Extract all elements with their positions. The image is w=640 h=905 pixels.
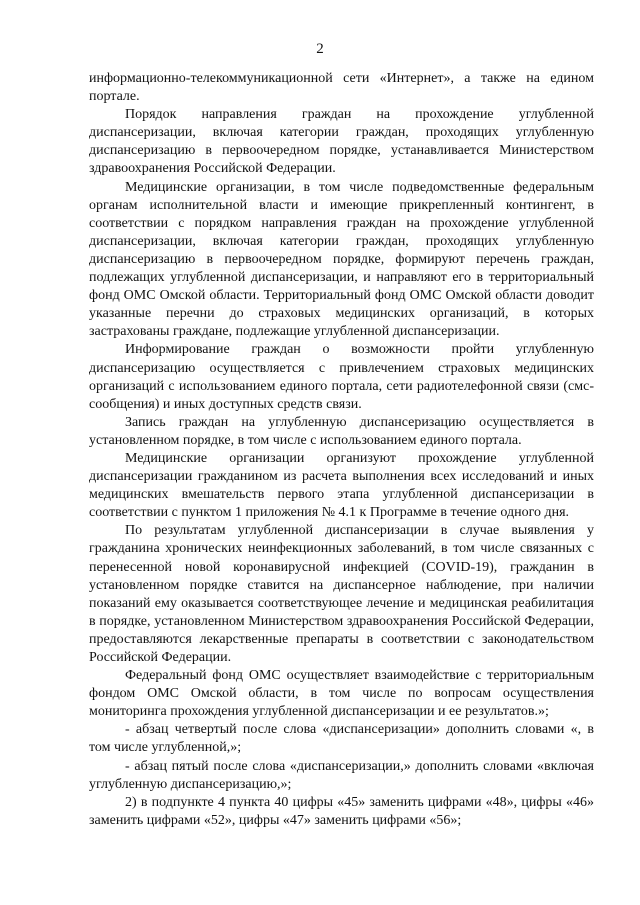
paragraph-federal-fund-interaction: Федеральный фонд ОМС осуществляет взаимодействие с территориальным фондом ОМС Омской области, в том числе по вопросам осуществления мониторинга прохождения углубленной диспансеризации и ее результатов.»; [89, 668, 594, 720]
amendment-item-fifth-paragraph: - абзац пятый после слова «диспансеризации,» дополнить словами «включая углубленную диспансеризацию,»; [89, 758, 594, 792]
paragraph-referral-procedure: Порядок направления граждан на прохождение углубленной диспансеризации, включая категории граждан, проходящих углубленную диспансеризацию в первоочередном порядке, устанавливается Министерством здравоохранения Российской Федерации. [89, 107, 594, 177]
amendment-item-subpoint-4: 2) в подпункте 4 пункта 40 цифры «45» заменить цифрами «48», цифры «46» заменить цифрами «52», цифры «47» заменить цифрами «56»; [89, 794, 594, 828]
paragraph-informing-citizens: Информирование граждан о возможности пройти углубленную диспансеризацию осуществляется с привлечением страховых медицинских организаций с использованием единого портала, сети радиотелефонной связи (смс-сообщения) и иных доступных средств связи. [89, 342, 594, 412]
document-body [89, 70, 594, 830]
paragraph-one-day-examination: Медицинские организации организуют прохождение углубленной диспансеризации гражданином из расчета выполнения всех исследований и иных медицинских вмешательств первого этапа углубленной диспансеризации в соответствии с пунктом 1 приложения № 4.1 к Программе в течение одного дня. [89, 450, 594, 521]
page-number: 2 [316, 41, 324, 57]
amendment-item-fourth-paragraph: - абзац четвертый после слова «диспансеризации» дополнить словами «, в том числе углубленной,»; [89, 722, 594, 756]
paragraph-medical-organizations-lists: Медицинские организации, в том числе подведомственные федеральным органам исполнительной власти и имеющие прикрепленный контингент, в соответствии с порядком направления граждан на прохождение углубленной диспансеризации, включая категории граждан, проходящих углубленную диспансеризацию в первоочередном порядке, формируют перечень граждан, подлежащих углубленной диспансеризации, и направляют его в территориальный фонд ОМС Омской области. Территориальный фонд ОМС Омской области доводит указанные перечни до страховых медицинских организаций, в которых застрахованы граждане, подлежащие углубленной диспансеризации. [89, 179, 594, 340]
paragraph-results-followup: По результатам углубленной диспансеризации в случае выявления у гражданина хронических неинфекционных заболеваний, в том числе связанных с перенесенной новой коронавирусной инфекцией (COVID-19), гражданин в установленном порядке ставится на диспансерное наблюдение, при наличии показаний ему оказывается соответствующее лечение и медицинская реабилитация в порядке, установленном Министерством здравоохранения Российской Федерации, предоставляются лекарственные препараты в соответствии с законодательством Российской Федерации. [89, 523, 594, 665]
paragraph-continuation: информационно-телекоммуникационной сети «Интернет», а также на едином портале. [89, 71, 594, 105]
paragraph-registration: Запись граждан на углубленную диспансеризацию осуществляется в установленном порядке, в том числе с использованием единого портала. [89, 414, 594, 448]
